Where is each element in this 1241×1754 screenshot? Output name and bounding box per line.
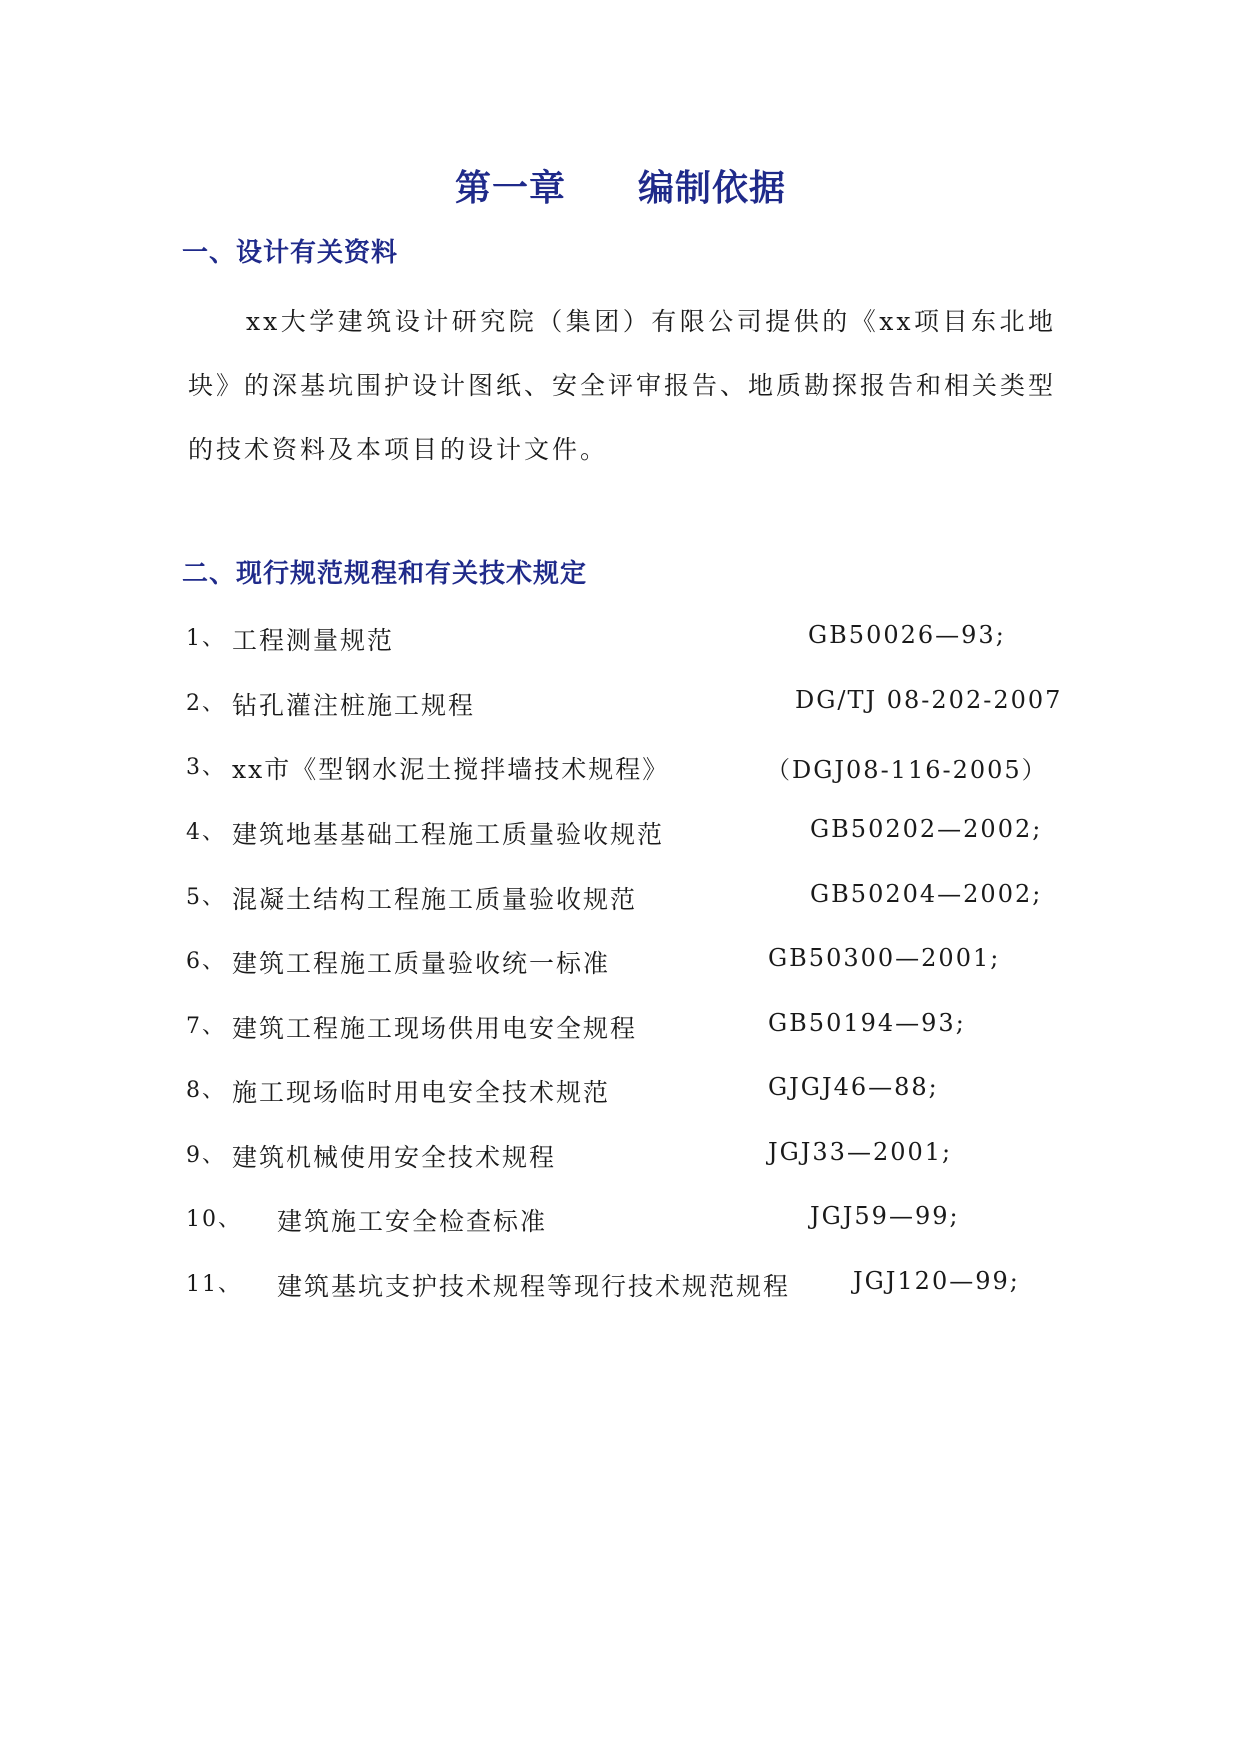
list-item <box>0 944 1241 984</box>
item-code: JGJ120—99; <box>853 1267 1020 1295</box>
item-code: （DGJ08-116-2005） <box>766 756 1048 784</box>
list-item <box>0 1009 1241 1049</box>
design-materials-paragraph: xx大学建筑设计研究院（集团）有限公司提供的《xx项目东北地块》的深基坑围护设计图纸、安全评审报告、地质勘探报告和相关类型的技术资料及本项目的设计文件。 <box>188 307 1057 464</box>
item-number: 8、 <box>186 1078 226 1103</box>
item-code: GJGJ46—88; <box>768 1073 939 1101</box>
chapter-name: 编制依据 <box>638 168 787 209</box>
list-item <box>0 1073 1241 1113</box>
list-item <box>0 686 1241 726</box>
item-number: 10、 <box>186 1207 242 1232</box>
item-number: 4、 <box>186 820 226 845</box>
chapter-label: 第一章 <box>454 168 566 209</box>
list-item <box>0 621 1241 661</box>
item-number: 9、 <box>186 1143 226 1168</box>
item-code: GB50204—2002; <box>810 880 1043 908</box>
item-code: JGJ33—2001; <box>768 1138 953 1166</box>
item-number: 5、 <box>186 885 226 910</box>
section-heading-standards: 二、现行规范规程和有关技术规定 <box>182 559 588 589</box>
item-code: GB50026—93; <box>808 621 1006 649</box>
item-name: 混凝土结构工程施工质量验收规范 <box>232 885 638 914</box>
item-number: 2、 <box>186 691 226 716</box>
item-name: 建筑机械使用安全技术规程 <box>232 1143 557 1172</box>
list-item <box>0 880 1241 920</box>
item-name: 建筑地基基础工程施工质量验收规范 <box>232 820 665 849</box>
list-item <box>0 1138 1241 1178</box>
item-number: 7、 <box>186 1014 226 1039</box>
item-name: 工程测量规范 <box>232 626 395 655</box>
item-name: xx市《型钢水泥土搅拌墙技术规程》 <box>232 755 670 784</box>
list-item <box>0 1267 1241 1307</box>
list-item <box>0 1202 1241 1242</box>
item-number: 3、 <box>186 755 226 780</box>
item-name: 建筑施工安全检查标准 <box>277 1207 548 1236</box>
item-code: JGJ59—99; <box>810 1202 960 1230</box>
item-code: GB50202—2002; <box>810 815 1043 843</box>
list-item <box>0 750 1241 790</box>
item-code: DG/TJ 08-202-2007 <box>795 686 1063 714</box>
item-name: 建筑工程施工质量验收统一标准 <box>232 949 611 978</box>
item-number: 1、 <box>186 626 226 651</box>
item-name: 建筑基坑支护技术规程等现行技术规范规程 <box>277 1272 791 1301</box>
item-code: GB50194—93; <box>768 1009 966 1037</box>
item-name: 钻孔灌注桩施工规程 <box>232 691 476 720</box>
chapter-title <box>0 160 1241 211</box>
list-item <box>0 815 1241 855</box>
item-name: 建筑工程施工现场供用电安全规程 <box>232 1014 638 1043</box>
item-code: GB50300—2001; <box>768 944 1001 972</box>
item-number: 11、 <box>186 1272 242 1297</box>
item-name: 施工现场临时用电安全技术规范 <box>232 1078 611 1107</box>
section-heading-design-materials: 一、设计有关资料 <box>182 238 399 268</box>
item-number: 6、 <box>186 949 226 974</box>
